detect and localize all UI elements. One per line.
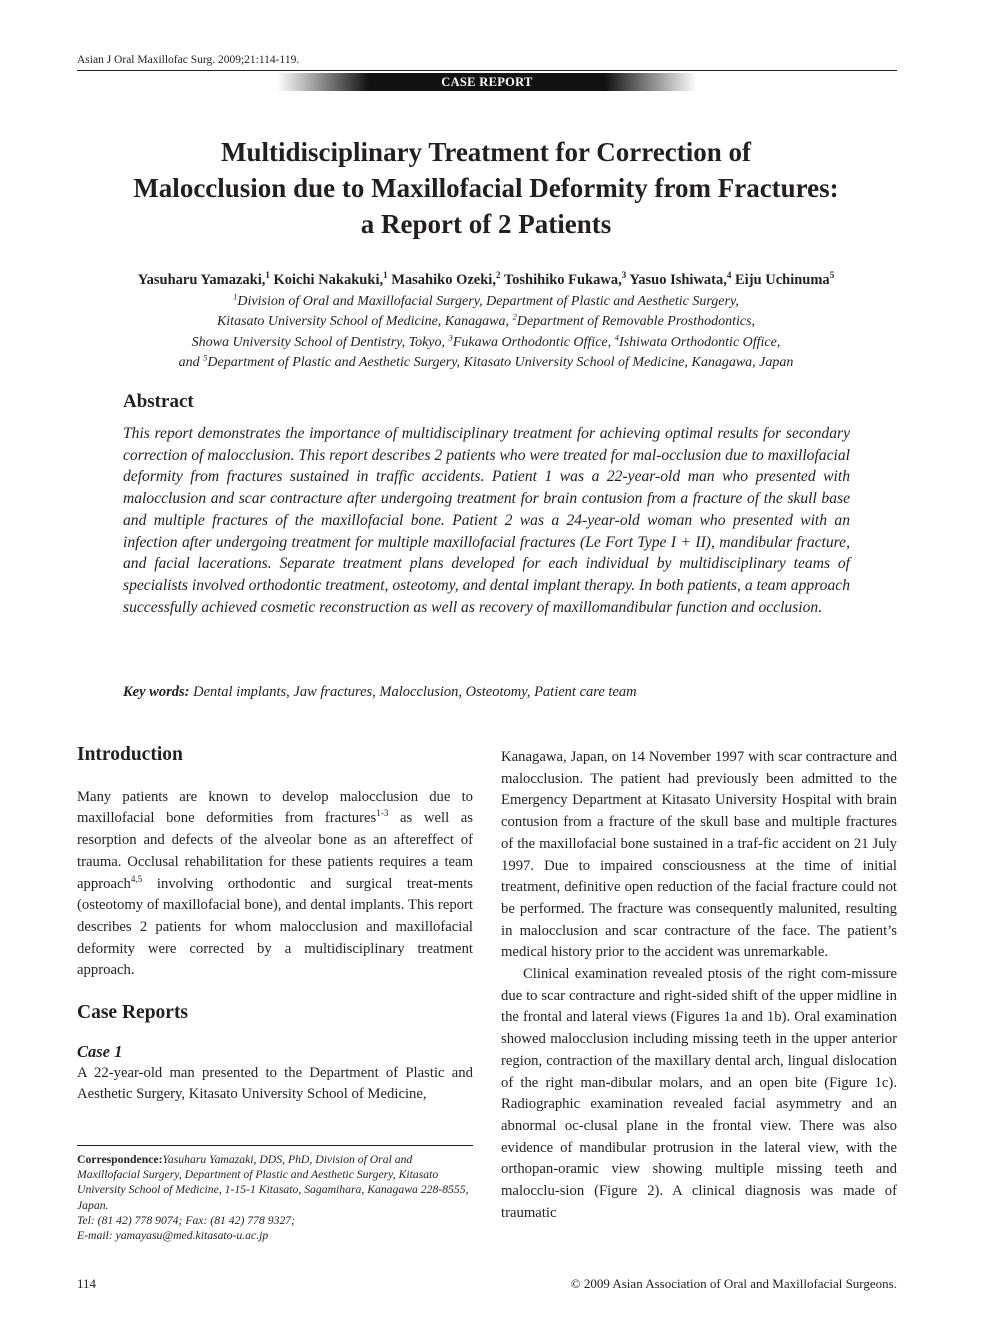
page-number: 114 bbox=[77, 1276, 97, 1291]
affiliation-1-cont: Kitasato University School of Medicine, Kanagawa, bbox=[216, 314, 509, 330]
intro-text: involving orthodontic and surgical treat-ments (osteotomy of maxillofacial bone), and dental implants. This report describes 2 patients for whom malocclusion and maxillofacial deformity were corrected by a multidisciplinary treatment approach. bbox=[77, 875, 473, 979]
case-1-paragraph-2: Clinical examination revealed ptosis of the right com-missure due to scar contracture and right-sided shift of the upper midline in the frontal and lateral views (Figures 1a and 1b). Oral examination showed malocclusion including missing teeth in the upper anterior region, contraction of the maxillary dental arch, lingual dislocation of the right man-dibular molars, and an open bite (Figure 1c). Radiographic examination revealed facial asymmetry and an abnormal oc-clusal plane in the frontal view. There was also evidence of mandibular protrusion in the lateral view, with the orthopan-oramic view showing multiple missing teeth and malocclu-sion (Figure 2). A clinical diagnosis was made of traumatic bbox=[501, 966, 897, 1221]
abstract-text: This report demonstrates the importance of multidisciplinary treatment for achieving optimal results for secondary correction of malocclusion. This report describes 2 patients who were treated for mal-occlusion due to maxillofacial deformity from fractures sustained in traffic accidents. Patient 1 was a 22-year-old man who presented with malocclusion and scar contracture after undergoing treatment for brain contusion from a fracture of the skull base and multiple fractures of the maxillofacial bone. Patient 2 was a 24-year-old woman who presented with an infection after undergoing treatment for multiple maxillofacial fractures (Le Fort Type I + II), mandibular fracture, and facial lacerations. Separate treatment plans developed for each individual by multidisciplinary teams of specialists involved orthodontic treatment, osteotomy, and dental implant therapy. In both patients, a team approach successfully achieved cosmetic reconstruction as well as recovery of maxillomandibular function and occlusion. bbox=[123, 425, 850, 616]
affil-mark: 2 bbox=[512, 311, 517, 322]
author-name: Koichi Nakakuki, bbox=[273, 272, 384, 288]
affiliation-line bbox=[60, 292, 912, 312]
keywords bbox=[123, 684, 863, 701]
affiliation-line bbox=[60, 312, 912, 332]
author-name: Eiju Uchinuma bbox=[735, 272, 830, 288]
right-column bbox=[501, 747, 897, 1224]
affiliation-and: and bbox=[178, 354, 200, 370]
author-name: Yasuo Ishiwata, bbox=[629, 272, 727, 288]
affil-mark: 3 bbox=[448, 331, 453, 342]
author-affil-mark: 3 bbox=[621, 270, 627, 281]
section-label-bar: CASE REPORT bbox=[277, 73, 697, 91]
author-affil-mark: 1 bbox=[383, 270, 388, 281]
case-1-paragraph-start: A 22-year-old man presented to the Department of Plastic and Aesthetic Surgery, Kitasato University School of Medicine, bbox=[77, 1064, 473, 1103]
title-line-3: a Report of 2 Patients bbox=[360, 209, 612, 239]
title-line-2: Malocclusion due to Maxillofacial Deformity from Fractures: bbox=[133, 173, 839, 203]
copyright-notice: © 2009 Asian Association of Oral and Maxillofacial Surgeons. bbox=[570, 1276, 897, 1291]
affiliations bbox=[60, 292, 912, 373]
running-head: Asian J Oral Maxillofac Surg. 2009;21:114-119. bbox=[77, 54, 300, 66]
title-line-1: Multidisciplinary Treatment for Correction of bbox=[221, 137, 751, 167]
author-affil-mark: 2 bbox=[495, 270, 501, 281]
correspondence-text: Yasuharu Yamazaki, DDS, PhD, Division of Oral and Maxillofacial Surgery, Department of Plastic and Aesthetic Surgery, Kitasato University School of Medicine, 1-15-1 Kitasato, Sagamihara, Kanagawa 228-8555, Japan. bbox=[77, 1153, 469, 1212]
affiliation-4: Ishiwata Orthodontic Office, bbox=[618, 334, 781, 350]
affiliation-3: Fukawa Orthodontic Office, bbox=[452, 334, 612, 350]
footnote-rule bbox=[77, 1145, 473, 1146]
author-list bbox=[60, 270, 912, 290]
author-name: Yasuharu Yamazaki, bbox=[137, 272, 266, 288]
intro-text: Many patients are known to develop malocclusion due to maxillofacial bone deformities from fractures bbox=[77, 788, 473, 827]
author-affil-mark: 1 bbox=[265, 270, 270, 281]
affil-mark: 5 bbox=[203, 352, 208, 363]
affil-mark: 4 bbox=[614, 331, 619, 342]
case-1-heading: Case 1 bbox=[77, 1041, 123, 1061]
keywords-label: Key words: bbox=[123, 684, 190, 700]
citation-mark: 4,5 bbox=[130, 873, 143, 884]
affiliation-1: Division of Oral and Maxillofacial Surgery, Department of Plastic and Aesthetic Surgery, bbox=[237, 294, 739, 309]
affiliation-2: Department of Removable Prosthodontics, bbox=[516, 314, 756, 330]
left-column bbox=[77, 744, 473, 1106]
author-affil-mark: 4 bbox=[726, 270, 732, 281]
keywords-list: Dental implants, Jaw fractures, Malocclusion, Osteotomy, Patient care team bbox=[193, 684, 637, 700]
affiliation-line bbox=[60, 333, 912, 353]
correspondence-email: E-mail: yamayasu@med.kitasato-u.ac.jp bbox=[77, 1229, 269, 1243]
affiliation-line bbox=[60, 353, 912, 373]
author-affil-mark: 5 bbox=[829, 270, 835, 281]
case-reports-heading: Case Reports bbox=[77, 1002, 189, 1024]
correspondence-label: Correspondence: bbox=[77, 1153, 163, 1166]
correspondence-phone: Tel: (81 42) 778 9074; Fax: (81 42) 778 9327; bbox=[77, 1213, 296, 1227]
header-rule bbox=[77, 70, 897, 71]
affiliation-5: Department of Plastic and Aesthetic Surgery, Kitasato University School of Medicine, Kanagawa, Japan bbox=[207, 354, 794, 370]
affil-mark: 1 bbox=[233, 291, 238, 302]
affiliation-2-cont: Showa University School of Dentistry, Tokyo, bbox=[191, 334, 446, 350]
introduction-heading: Introduction bbox=[77, 744, 183, 765]
author-name: Toshihiko Fukawa, bbox=[503, 272, 622, 288]
intro-text: as well as resorption and defects of the alveolar bone as an aftereffect of trauma. Occlusal rehabilitation for these patients requires a team approach bbox=[77, 810, 473, 892]
article-title bbox=[60, 134, 912, 242]
introduction-paragraph bbox=[77, 787, 473, 982]
citation-mark: 1-3 bbox=[376, 808, 389, 819]
abstract-heading: Abstract bbox=[123, 391, 194, 412]
author-name: Masahiko Ozeki, bbox=[391, 272, 496, 288]
case-1-paragraph-cont: Kanagawa, Japan, on 14 November 1997 with scar contracture and malocclusion. The patient had previously been admitted to the Emergency Department at Kitasato University Hospital with brain contusion from a fracture of the skull base and multiple fractures of the maxillofacial bone sustained in a traf-fic accident on 21 July 1997. Due to impaired consciousness at the time of initial treatment, definitive open reduction of the facial fracture could not be performed. The fracture was consequently malunited, resulting in malocclusion and scar contracture of the face. The patient’s medical history prior to the accident was unremarkable. bbox=[501, 749, 897, 961]
correspondence bbox=[77, 1152, 473, 1243]
